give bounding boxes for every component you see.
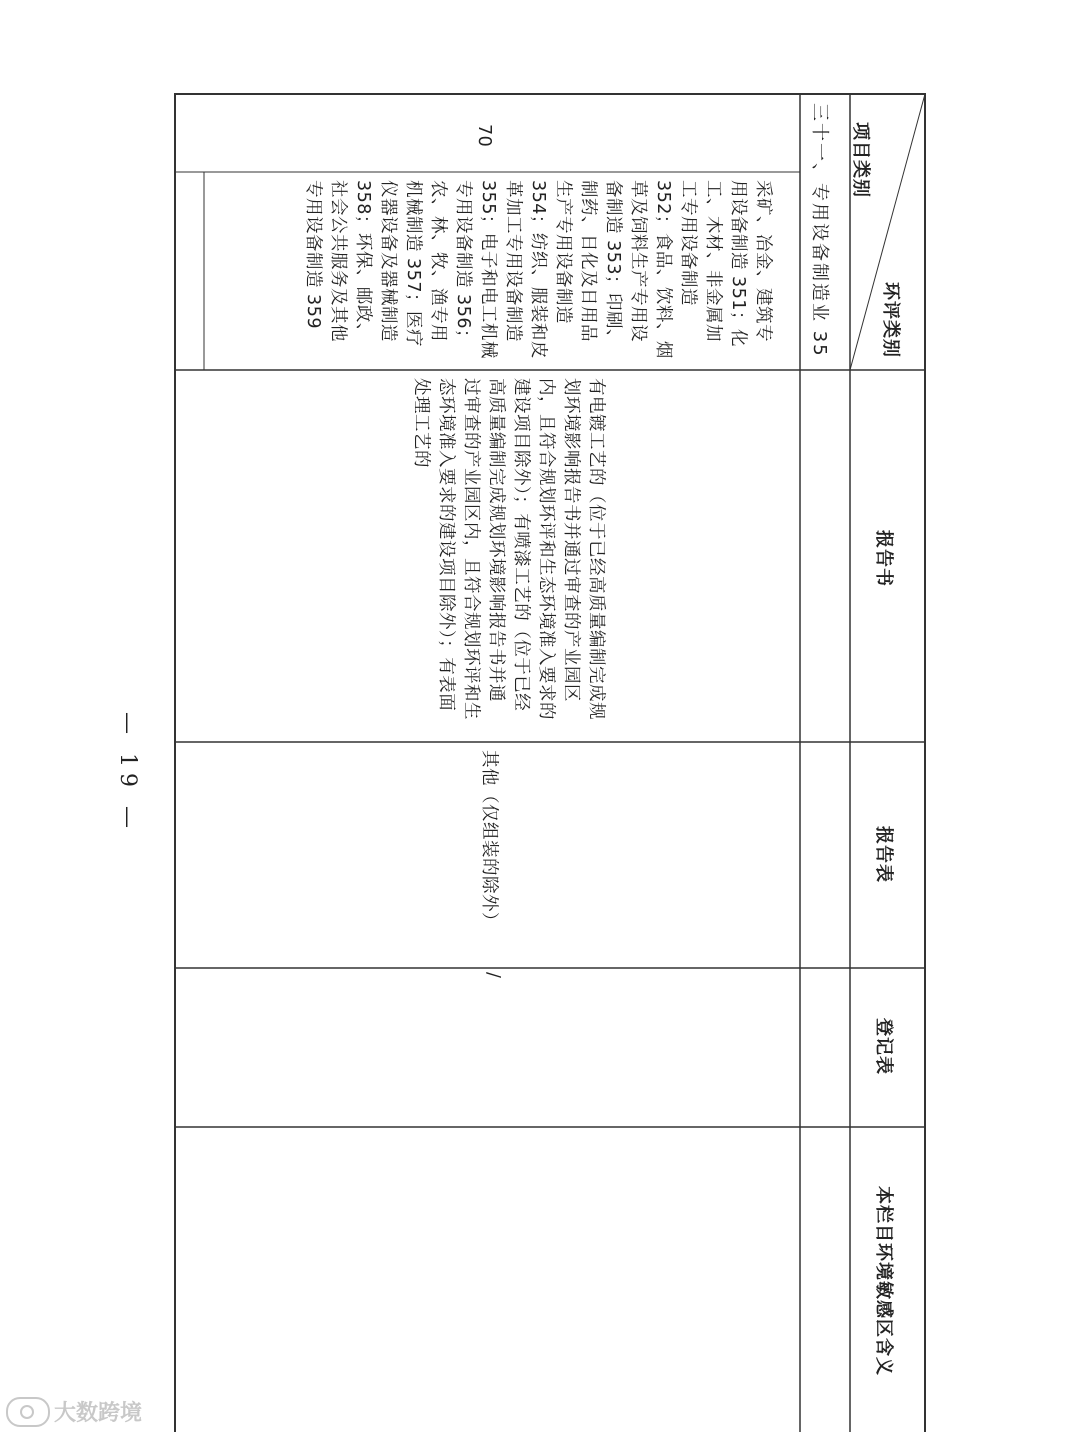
category-line-text: 仪器设备及器械制造 [378, 180, 398, 342]
watermark-logo [6, 1396, 142, 1427]
report-line-text: 过审查的产业园区内，且符合规划环评和生 [461, 378, 481, 720]
category-line-text: 352；食品、饮料、烟 [653, 180, 673, 359]
category-line-text: 制药、日化及日用品 [578, 180, 598, 342]
brand-logo-icon [6, 1397, 50, 1427]
category-line-text: 专用设备制造 356； [453, 180, 473, 347]
category-line-text: 革加工专用设备制造 [503, 180, 523, 342]
header-col-register: 登记表 [873, 1018, 894, 1075]
category-line-text: 358；环保、邮政、 [353, 180, 373, 341]
category-line-text: 机械制造 357；医疗 [403, 180, 423, 347]
category-line-text: 社会公共服务及其他 [328, 180, 348, 342]
category-line-text: 备制造 353；印刷、 [603, 180, 623, 347]
category-line-text: 工、木材、非金属加 [703, 180, 723, 342]
category-line-text: 草及饲料生产专用设 [628, 180, 648, 342]
report-line-text: 内，且符合规划环评和生态环境准入要求的 [536, 378, 556, 720]
category-line-text: 354；纺织、服装和皮 [528, 180, 548, 359]
report-line-text: 划环境影响报告书并通过审查的产业园区 [561, 378, 581, 702]
form-text: 其他（仅组装的除外） [479, 750, 499, 930]
watermark-text: 大数跨境 [54, 1401, 143, 1426]
sensitive-text [503, 1136, 504, 1137]
header-diag-top: 环评类别 [880, 282, 901, 358]
report-line-text: 处理工艺的 [411, 378, 431, 468]
section-title: 三十一、专用设备制造业 35 [809, 103, 830, 358]
report-line-text: 态环境准入要求的建设项目除外）；有表面 [436, 378, 456, 712]
category-line-text: 工专用设备制造 [678, 180, 698, 306]
header-col-sensitive: 本栏目环境敏感区含义 [873, 1186, 894, 1376]
report-line-text: 有电镀工艺的（位于已经高质量编制完成规 [586, 378, 606, 720]
category-line-text: 355；电子和电工机械 [478, 180, 498, 359]
category-line-text: 用设备制造 351；化 [728, 180, 748, 347]
report-line-text: 建设项目除外）；有喷漆工艺的（位于已经 [511, 378, 531, 712]
header-col-form: 报告表 [873, 826, 894, 883]
category-line-text: 生产专用设备制造 [553, 180, 573, 324]
category-line-text: 专用设备制造 359 [303, 180, 323, 329]
register-text: / [483, 972, 503, 979]
header-diag-bottom: 项目类别 [850, 122, 871, 198]
category-line-text: 采矿、冶金、建筑专 [753, 180, 773, 342]
category-line-text: 农、林、牧、渔专用 [428, 180, 448, 342]
report-text [411, 378, 609, 720]
header-col-report: 报告书 [873, 530, 894, 587]
report-line-text: 高质量编制完成规划环境影响报告书并通 [486, 378, 506, 702]
page-number: — 19 — [115, 712, 140, 834]
category-text [303, 180, 776, 359]
row-number: 70 [474, 124, 494, 148]
